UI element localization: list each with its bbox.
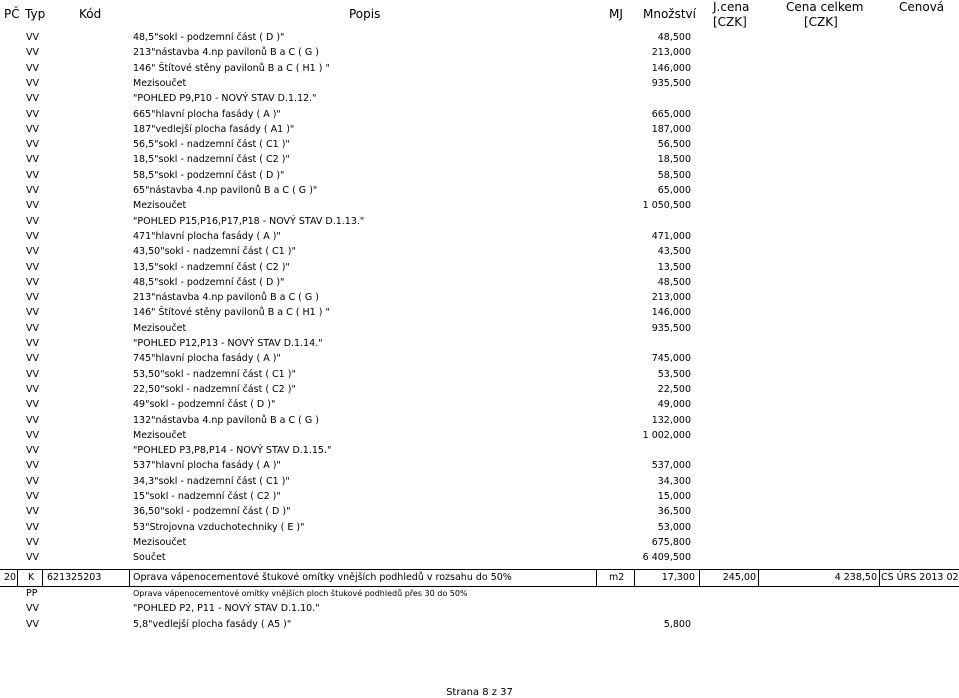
table-row [0, 198, 959, 213]
row-type: VV [26, 552, 39, 564]
row-description: Mezisoučet [133, 322, 187, 334]
item-mnozstvi: 17,300 [661, 572, 695, 583]
row-description: 745"hlavní plocha fasády ( A )" [133, 353, 281, 365]
row-type: VV [26, 77, 39, 89]
row-description: "POHLED P2, P11 - NOVÝ STAV D.1.10." [133, 603, 320, 615]
row-type: VV [26, 307, 39, 319]
row-quantity: 745,000 [651, 353, 691, 365]
table-row [0, 91, 959, 106]
row-type: VV [26, 521, 39, 533]
table-row [0, 305, 959, 320]
row-type: VV [26, 123, 39, 135]
header-jcena: J.cena [713, 0, 750, 14]
row-description: 34,3"sokl - nadzemní část ( C1 )" [133, 475, 290, 487]
row-quantity: 1 050,500 [642, 200, 691, 212]
header-popis: Popis [349, 7, 381, 21]
table-row [0, 351, 959, 366]
row-quantity: 53,000 [657, 521, 691, 533]
row-description: 187"vedlejší plocha fasády ( A1 )" [133, 123, 295, 135]
row-quantity: 213,000 [651, 292, 691, 304]
item-pc: 20 [4, 572, 17, 583]
table-row [0, 260, 959, 275]
table-row [0, 244, 959, 259]
row-quantity: 935,500 [651, 322, 691, 334]
row-description: "POHLED P15,P16,P17,P18 - NOVÝ STAV D.1.13." [133, 215, 365, 227]
row-type: VV [26, 338, 39, 349]
row-description: 132"nástavba 4.np pavilonů B a C ( G ) [133, 414, 319, 426]
table-row [0, 458, 959, 473]
item-popis: Oprava vápenocementové štukové omítky vnějších podhledů v rozsahu do 50% [133, 572, 512, 583]
table-row [0, 137, 959, 152]
table-row [0, 290, 959, 305]
row-type: VV [26, 399, 39, 411]
table-row [0, 586, 959, 601]
row-type: VV [26, 154, 39, 166]
row-quantity: 49,000 [657, 399, 691, 411]
row-type: VV [26, 460, 39, 472]
table-row [0, 30, 959, 45]
row-quantity: 53,500 [657, 368, 691, 380]
table-row [0, 428, 959, 443]
row-description: 56,5"sokl - nadzemní část ( C1 )" [133, 139, 290, 151]
table-row [0, 229, 959, 244]
table-row [0, 550, 959, 565]
row-type: VV [26, 215, 39, 227]
row-type: VV [26, 93, 39, 105]
header-cenova: Cenová [899, 0, 945, 14]
table-row [0, 183, 959, 198]
header-kod: Kód [79, 7, 102, 21]
row-description: "POHLED P9,P10 - NOVÝ STAV D.1.12." [133, 93, 317, 105]
row-description: 13,5"sokl - nadzemní část ( C2 )" [133, 261, 290, 273]
row-quantity: 537,000 [651, 460, 691, 472]
row-description: 15"sokl - nadzemní část ( C2 )" [133, 491, 281, 502]
row-quantity: 1 002,000 [642, 429, 691, 441]
row-quantity: 48,500 [657, 32, 691, 43]
row-quantity: 132,000 [651, 414, 691, 426]
table-row [0, 382, 959, 397]
header-mj: MJ [609, 7, 623, 21]
row-type: VV [26, 230, 39, 242]
row-description: 48,5"sokl - podzemní část ( D )" [133, 32, 285, 43]
item-cena-celkem: 4 238,50 [834, 572, 877, 583]
row-type: VV [26, 491, 39, 502]
row-quantity: 15,000 [657, 491, 691, 502]
row-type: VV [26, 246, 39, 258]
row-description: Oprava vápenocementové omítky vnějších ploch štukové podhledů přes 30 do 50% [133, 589, 468, 598]
table-row [0, 504, 959, 519]
row-description: 5,8"vedlejší plocha fasády ( A5 )" [133, 618, 292, 630]
item-kod: 621325203 [47, 572, 102, 583]
row-type: VV [26, 603, 39, 615]
row-type: VV [26, 414, 39, 426]
row-description: 53"Strojovna vzduchotechniky ( E )" [133, 521, 305, 533]
header-cena-celkem: Cena celkem [786, 0, 864, 14]
row-quantity: 146,000 [651, 307, 691, 319]
table-row [0, 413, 959, 428]
row-description: "POHLED P3,P8,P14 - NOVÝ STAV D.1.15." [133, 445, 332, 457]
item-mj: m2 [609, 572, 625, 583]
header-jcena-unit: [CZK] [713, 15, 747, 29]
row-quantity: 675,800 [651, 536, 691, 548]
row-type: VV [26, 536, 39, 548]
row-description: 146" Štítové stěny pavilonů B a C ( H1 ) " [133, 307, 330, 319]
table-row [0, 275, 959, 290]
table-row [0, 214, 959, 229]
row-type: VV [26, 169, 39, 181]
row-quantity: 22,500 [657, 383, 691, 395]
row-type: VV [26, 292, 39, 304]
row-description: Mezisoučet [133, 200, 187, 212]
row-type: VV [26, 368, 39, 380]
row-type: VV [26, 618, 39, 630]
row-description: 36,50"sokl - podzemní část ( D )" [133, 506, 291, 518]
row-type: VV [26, 62, 39, 74]
table-row [0, 321, 959, 336]
row-quantity: 471,000 [651, 230, 691, 242]
row-type: VV [26, 276, 39, 288]
row-quantity: 36,500 [657, 506, 691, 518]
table-row [0, 152, 959, 167]
row-quantity: 48,500 [657, 276, 691, 288]
item-typ: K [28, 572, 35, 583]
table-row [0, 45, 959, 60]
row-description: 471"hlavní plocha fasády ( A )" [133, 230, 281, 242]
row-description: 18,5"sokl - nadzemní část ( C2 )" [133, 154, 290, 166]
table-row [0, 336, 959, 351]
row-type: VV [26, 139, 39, 151]
table-row [0, 122, 959, 137]
table-row [0, 535, 959, 550]
row-description: "POHLED P12,P13 - NOVÝ STAV D.1.14." [133, 338, 323, 349]
row-quantity: 65,000 [657, 185, 691, 196]
table-row [0, 601, 959, 616]
row-quantity: 187,000 [651, 123, 691, 135]
table-row [0, 168, 959, 183]
table-row [0, 489, 959, 504]
row-quantity: 58,500 [657, 169, 691, 181]
row-quantity: 18,500 [657, 154, 691, 166]
row-quantity: 6 409,500 [642, 552, 691, 564]
row-quantity: 13,500 [657, 261, 691, 273]
row-description: Mezisoučet [133, 77, 187, 89]
row-type: VV [26, 322, 39, 334]
header-pc: PČ [4, 7, 20, 21]
table-row [0, 397, 959, 412]
table-row [0, 474, 959, 489]
row-description: Mezisoučet [133, 429, 187, 441]
header-typ: Typ [25, 7, 46, 21]
header-mnozstvi: Množství [643, 7, 696, 21]
table-row [0, 520, 959, 535]
item-row [0, 570, 959, 586]
row-description: 665"hlavní plocha fasády ( A )" [133, 108, 281, 120]
row-type: VV [26, 47, 39, 59]
row-type: VV [26, 185, 39, 196]
table-row [0, 367, 959, 382]
row-type: PP [26, 588, 38, 599]
row-description: 146" Štítové stěny pavilonů B a C ( H1 ) " [133, 62, 330, 74]
row-description: 43,50"sokl - nadzemní část ( C1 )" [133, 246, 296, 258]
row-type: VV [26, 475, 39, 487]
row-quantity: 665,000 [651, 108, 691, 120]
row-quantity: 56,500 [657, 139, 691, 151]
table-row [0, 76, 959, 91]
row-description: 48,5"sokl - podzemní část ( D )" [133, 276, 285, 288]
row-description: Mezisoučet [133, 536, 187, 548]
table-header [0, 0, 959, 30]
row-description: 213"nástavba 4.np pavilonů B a C ( G ) [133, 292, 319, 304]
row-description: 58,5"sokl - podzemní část ( D )" [133, 169, 285, 181]
item-soustava: CS ÚRS 2013 02 [881, 572, 959, 583]
row-type: VV [26, 445, 39, 457]
row-type: VV [26, 383, 39, 395]
row-description: 53,50"sokl - nadzemní část ( C1 )" [133, 368, 296, 380]
table-row [0, 107, 959, 122]
table-row [0, 617, 959, 632]
row-description: Součet [133, 552, 166, 564]
row-quantity: 146,000 [651, 62, 691, 74]
item-jcena: 245,00 [722, 572, 756, 583]
row-type: VV [26, 200, 39, 212]
row-type: VV [26, 506, 39, 518]
row-type: VV [26, 261, 39, 273]
row-type: VV [26, 32, 39, 43]
row-type: VV [26, 429, 39, 441]
row-quantity: 5,800 [663, 618, 691, 630]
row-description: 49"sokl - podzemní část ( D )" [133, 399, 276, 411]
row-quantity: 34,300 [657, 475, 691, 487]
row-description: 65"nástavba 4.np pavilonů B a C ( G )" [133, 185, 318, 196]
row-quantity: 213,000 [651, 47, 691, 59]
table-row [0, 443, 959, 458]
header-cena-celkem-unit: [CZK] [804, 15, 838, 29]
row-quantity: 935,500 [651, 77, 691, 89]
table-row [0, 61, 959, 76]
row-type: VV [26, 353, 39, 365]
row-description: 213"nástavba 4.np pavilonů B a C ( G ) [133, 47, 319, 59]
row-quantity: 43,500 [657, 246, 691, 258]
row-description: 22,50"sokl - nadzemní část ( C2 )" [133, 383, 296, 395]
page-footer: Strana 8 z 37 [446, 687, 513, 698]
row-description: 537"hlavní plocha fasády ( A )" [133, 460, 281, 472]
row-type: VV [26, 108, 39, 120]
